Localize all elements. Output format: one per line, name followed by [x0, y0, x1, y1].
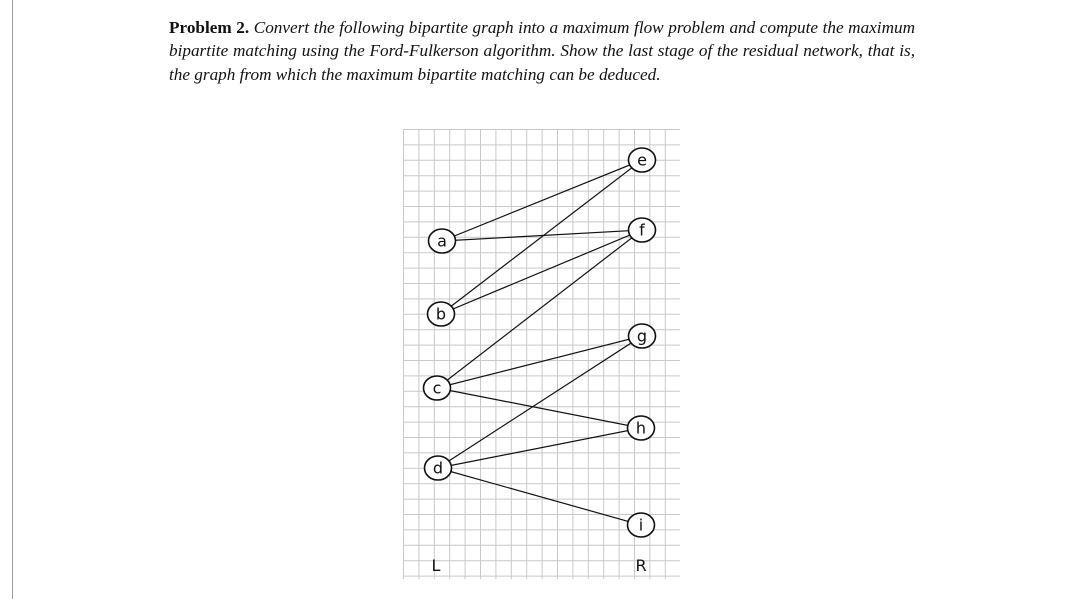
node-label: h — [635, 418, 647, 438]
node-label: g — [636, 326, 648, 346]
node-e — [629, 148, 656, 172]
problem-text: Convert the following bipartite graph into a maximum flow problem and compute the maximum bipartite matching using the Ford-Fulkerson algorithm. Show the last stage of the residual network, that is, the graph from which the maximum bipartite matching can be deduced. — [169, 18, 915, 84]
graph-edges — [437, 160, 642, 525]
bipartite-graph — [403, 129, 680, 579]
node-label: i — [638, 515, 644, 535]
node-label: b — [435, 304, 447, 324]
left-side-label: L — [431, 556, 441, 575]
node-label: a — [437, 231, 447, 251]
node-label: d — [432, 458, 444, 478]
right-side-label: R — [635, 556, 647, 575]
edge-b-f — [441, 230, 642, 314]
problem-block — [169, 16, 915, 86]
node-f — [629, 218, 656, 242]
node-g — [629, 324, 656, 348]
node-label: c — [432, 378, 442, 398]
page-left-rule — [12, 0, 13, 599]
edge-d-i — [438, 468, 641, 525]
node-i — [628, 513, 655, 537]
node-h — [628, 416, 655, 440]
bipartite-graph-figure — [403, 129, 680, 579]
node-d — [425, 456, 452, 480]
grid-background — [403, 129, 680, 579]
edge-c-f — [437, 230, 642, 388]
node-c — [424, 376, 451, 400]
node-label: f — [639, 220, 645, 240]
problem-statement — [169, 16, 915, 86]
node-label: e — [637, 150, 647, 170]
node-a — [429, 229, 456, 253]
problem-label: Problem 2. — [169, 18, 250, 37]
edge-c-g — [437, 336, 642, 388]
node-b — [428, 302, 455, 326]
